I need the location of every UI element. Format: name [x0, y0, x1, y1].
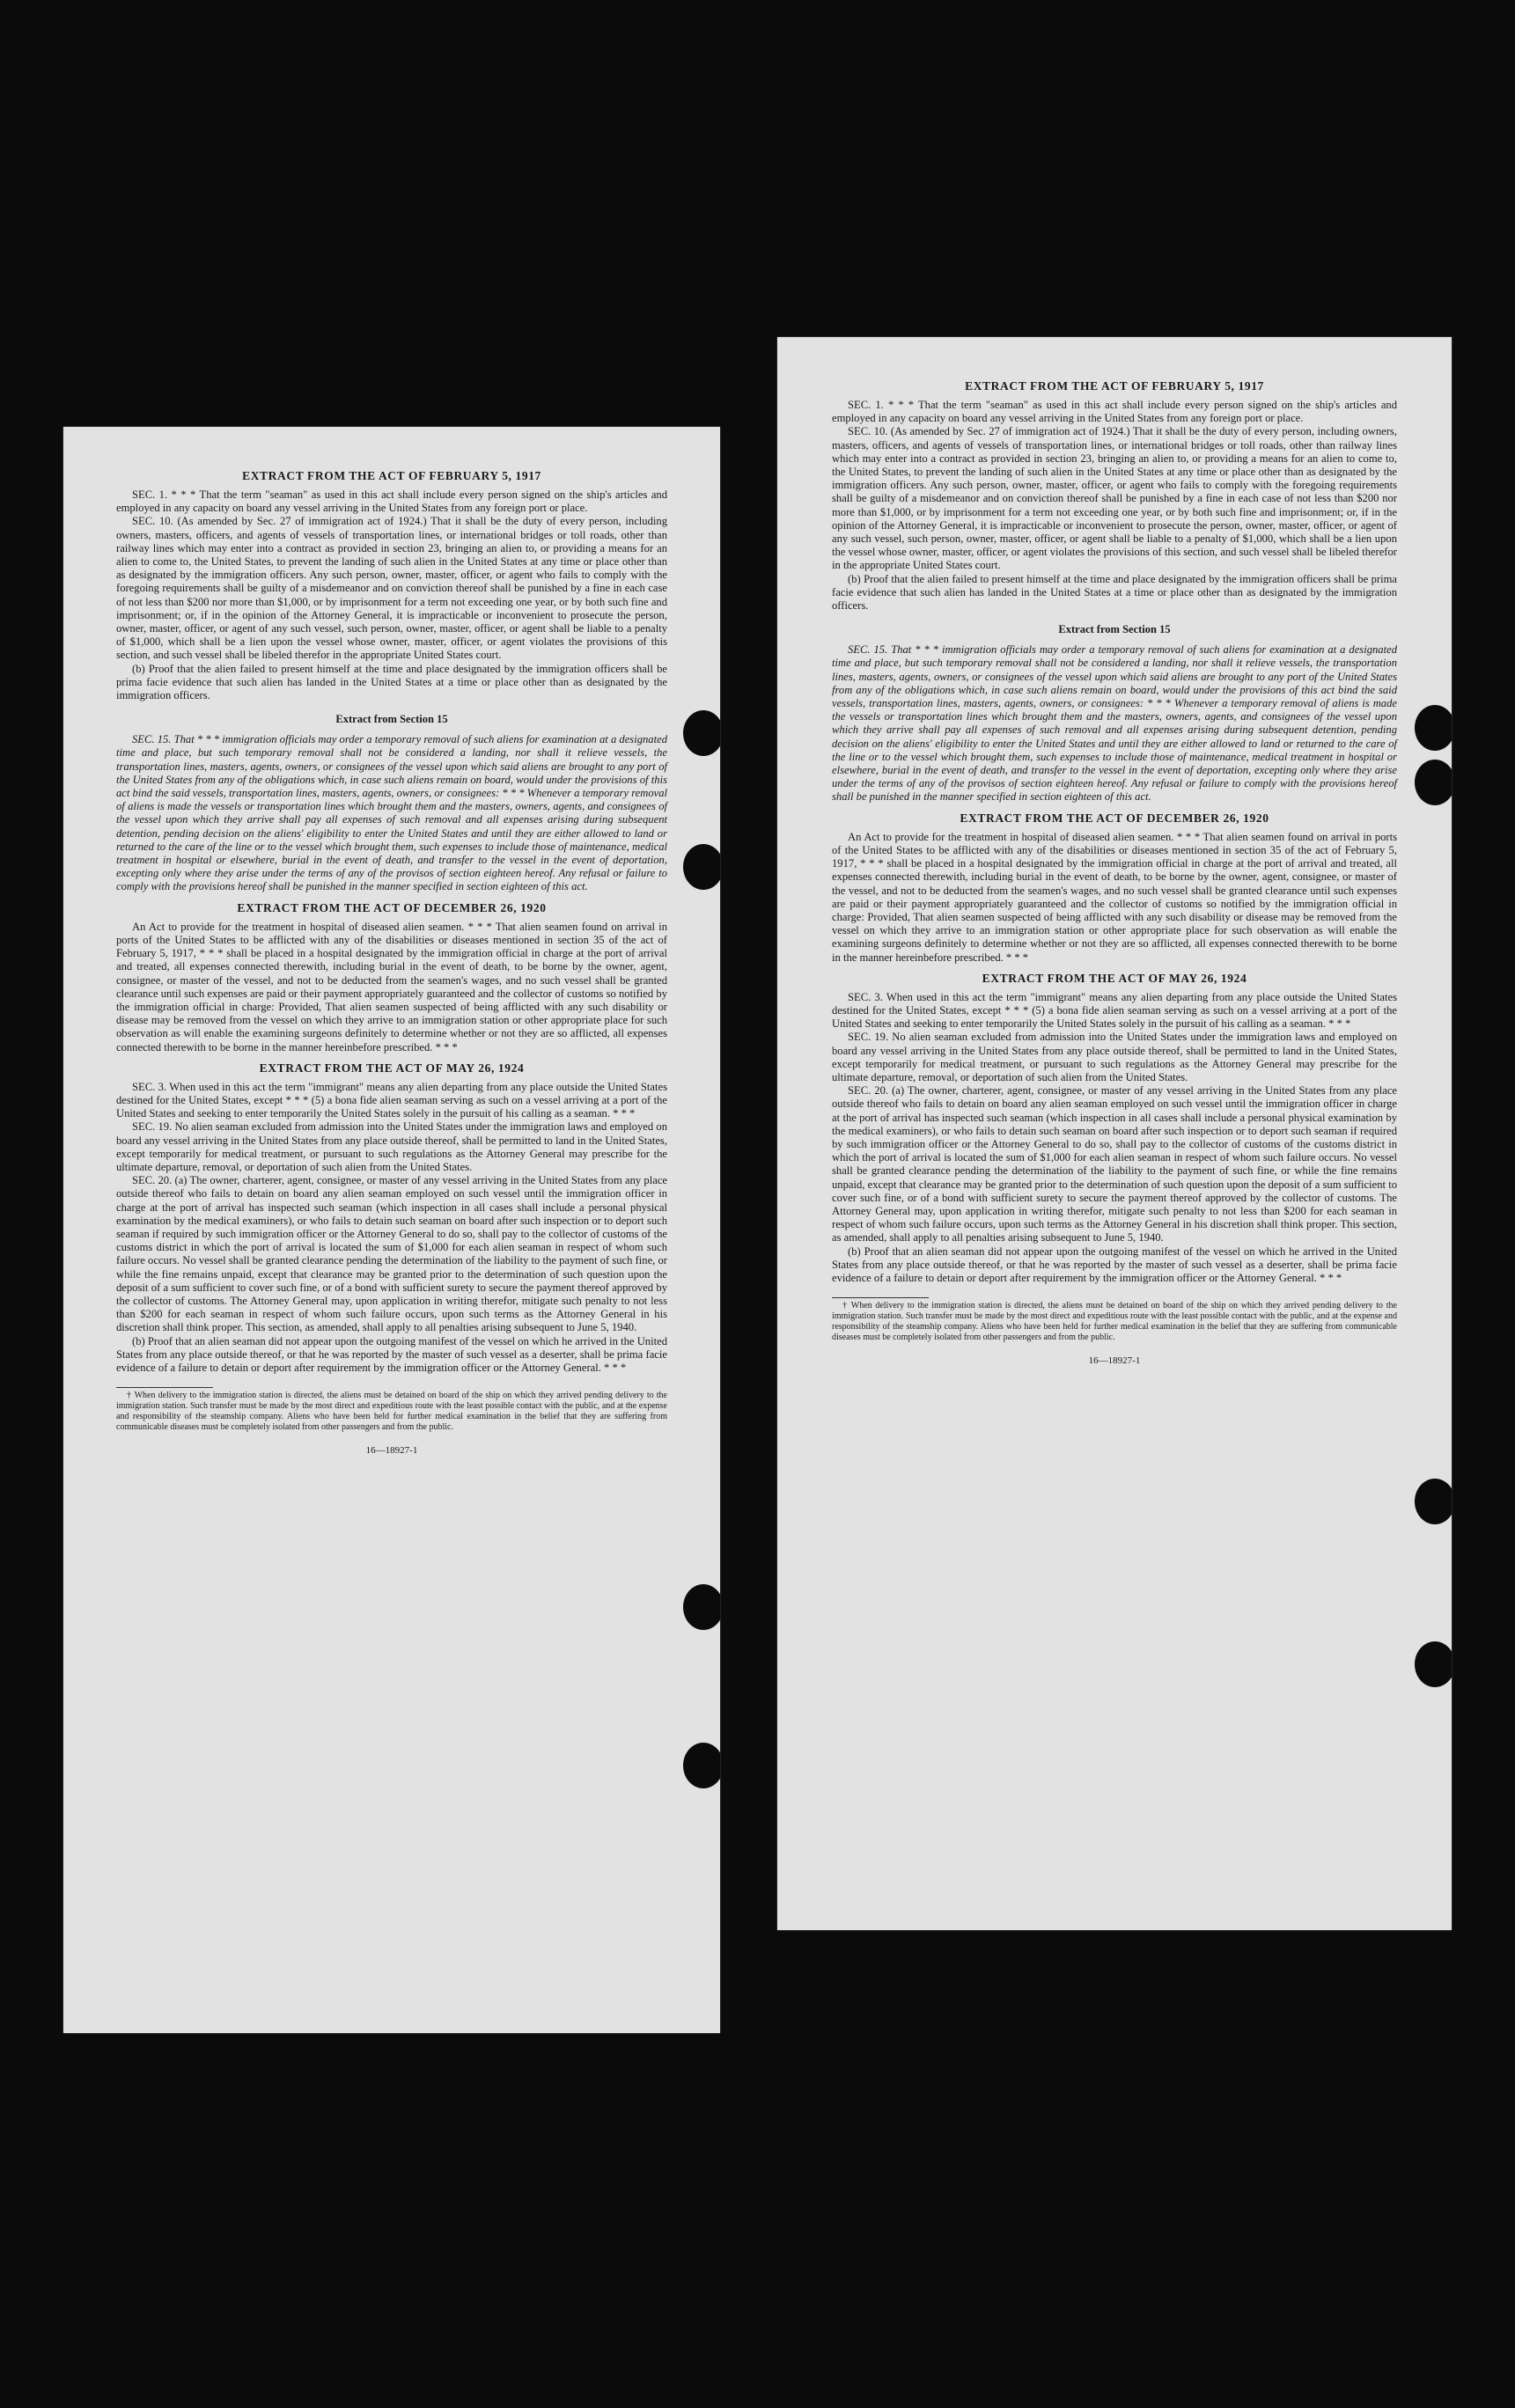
section-20a-text: SEC. 20. (a) The owner, charterer, agent, consignee, or master of any vessel arriving in the United States from any place outside thereof who fails to detain on board any alien seaman employed on such vessel until the immigration officer in charge at the port of arrival has inspected such seaman (which inspection in all cases shall include a personal physical examination by the medical examiners), or who fails to detain such seaman on board after such inspection or to deport such seaman if required by such immigration officer or the Attorney General to do so, shall pay to the collector of customs of the customs district in which the port of arrival is located the sum of $1,000 for each alien seaman in respect of whom such failure occurs. No vessel shall be granted clearance pending the determination of the liability to the payment of such fine, or while the fine remains unpaid, except that clearance may be granted prior to the determination of such question upon the deposit of a sum sufficient to cover such fine, or of a bond with sufficient surety to secure the payment thereof approved by the collector of customs. The Attorney General may, upon application in writing therefor, mitigate such penalty to not less than $200 for each seaman in respect of whom such failure occurs, upon such terms as the Attorney General in his discretion shall think proper. This section, as amended, shall apply to all penalties arising subsequent to June 5, 1940. — [116, 1174, 667, 1334]
punch-hole — [1415, 1641, 1452, 1687]
act-1920-text: An Act to provide for the treatment in hospital of diseased alien seamen. * * * That alien seamen found on arrival in ports of the United States to be afflicted with any of the disabilities or diseases mentioned in section 35 of the act of February 5, 1917, * * * shall be placed in a hospital designated by the immigration official in charge at the port of arrival and treated, all expenses connected therewith, including burial in the event of death, to be borne by the owner, agent, consignee, or master of the vessel, and not to be deducted from the seamen's wages, and no such vessel shall be granted clearance until such expenses are paid or their payment appropriately guaranteed and the collector of customs so notified by the immigration official in charge: Provided, That alien seamen suspected of being afflicted with any such disability or disease may be removed from the vessel on which they arrive to an immigration station or other appropriate place for such observation as will enable the examining surgeons definitely to determine whether or not they are so afflicted, all expenses connected therewith to be borne in the manner hereinbefore prescribed. * * * — [116, 920, 667, 1054]
act-1920-text: An Act to provide for the treatment in hospital of diseased alien seamen. * * * That alien seamen found on arrival in ports of the United States to be afflicted with any of the disabilities or diseases mentioned in section 35 of the act of February 5, 1917, * * * shall be placed in a hospital designated by the immigration official in charge at the port of arrival and treated, all expenses connected therewith, including burial in the event of death, to be borne by the owner, agent, consignee, or master of the vessel, and not to be deducted from the seamen's wages, and no such vessel shall be granted clearance until such expenses are paid or their payment appropriately guaranteed and the collector of customs so notified by the immigration official in charge: Provided, That alien seamen suspected of being afflicted with any such disability or disease may be removed from the vessel on which they arrive to an immigration station or other appropriate place for such observation as will enable the examining surgeons definitely to determine whether or not they are so afflicted, all expenses connected therewith to be borne in the manner hereinbefore prescribed. * * * — [832, 830, 1397, 964]
punch-hole — [1415, 1479, 1452, 1524]
punch-hole — [683, 710, 720, 756]
form-number: 16—18927-1 — [1088, 1355, 1141, 1367]
subheading-section-15: Extract from Section 15 — [335, 713, 448, 726]
section-1-text: SEC. 1. * * * That the term "seaman" as used in this act shall include every person signed on the ship's articles and employed in any capacity on board any vessel arriving in the United States from any foreign port or place. — [832, 399, 1397, 425]
section-10-text: SEC. 10. (As amended by Sec. 27 of immigration act of 1924.) That it shall be the duty of every person, including owners, masters, officers, and agents of vessels of transportation lines, or international bridges or toll roads, other than railway lines which may enter into a contract as provided in section 23, bringing an alien to, or providing a means for an alien to come to, the United States, to prevent the landing of such alien in the United States at any time or place other than as designated by the immigration officers. Any such person, owner, master, officer, or agent who fails to comply with the foregoing requirements shall be guilty of a misdemeanor and on conviction thereof shall be punished by a fine in each case of not less than $200 nor more than $1,000, or by imprisonment for a term not exceeding one year, or by both such fine and imprisonment; or, if in the opinion of the Attorney General, it is impracticable or inconvenient to prosecute the person, owner, master, officer, or agent of any such vessel, such person, owner, master, officer, or agent shall be liable to a penalty of $1,000, which shall be a lien upon the vessel whose owner, master, officer, or agent violates the provisions of this section, and such vessel shall be libeled therefor in the appropriate United States court. — [832, 425, 1397, 572]
section-15-text: SEC. 15. That * * * immigration officials may order a temporary removal of such aliens for examination at a designated time and place, but such temporary removal shall not be considered a landing, nor shall it relieve vessels, the transportation lines, masters, agents, owners, or consignees of the vessel upon which said aliens are brought to any port of the United States from any of the obligations which, in case such aliens remain on board, would under the provisions of this act bind the said vessels, transportation lines, masters, agents, owners, or consignees: * * * Whenever a temporary removal of aliens is made the vessels or transportation lines which brought them and the masters, owners, agents, and consignees of the vessel upon which they arrive shall pay all expenses of such removal and all expenses arising during subsequent detention, pending decision on the aliens' eligibility to enter the United States and until they are either allowed to land or returned to the care of the line or to the vessel which brought them, such expenses to include those of maintenance, medical treatment in hospital or elsewhere, burial in the event of death, and transfer to the vessel in the event of deportation, excepting only where they arise under the terms of any of the provisos of section eighteen hereof. Any refusal or failure to comply with the provisions hereof shall be punished in the manner specified in section eighteen of this act. — [116, 733, 667, 893]
document-page-right — [777, 337, 1452, 1930]
heading-act-1920: EXTRACT FROM THE ACT OF DECEMBER 26, 1920 — [960, 811, 1269, 825]
section-20b-text: (b) Proof that an alien seaman did not appear upon the outgoing manifest of the vessel on which he arrived in the United States from any place outside thereof, or that he was reported by the master of such vessel as a deserter, shall be prima facie evidence of a failure to detain or deport after requirement by the immigration officer or the Attorney General. * * * — [116, 1334, 667, 1374]
section-20a-text: SEC. 20. (a) The owner, charterer, agent, consignee, or master of any vessel arriving in the United States from any place outside thereof who fails to detain on board any alien seaman employed on such vessel until the immigration officer in charge at the port of arrival has inspected such seaman (which inspection in all cases shall include a personal physical examination by the medical examiners), or who fails to detain such seaman on board after such inspection or to deport such seaman if required by such immigration officer or the Attorney General to do so, shall pay to the collector of customs of the customs district in which the port of arrival is located the sum of $1,000 for each alien seaman in respect of whom such failure occurs. No vessel shall be granted clearance pending the determination of the liability to the payment of such fine, or while the fine remains unpaid, except that clearance may be granted prior to the determination of such question upon the deposit of a sum sufficient to cover such fine, or of a bond with sufficient surety to secure the payment thereof approved by the collector of customs. The Attorney General may, upon application in writing therefor, mitigate such penalty to not less than $200 for each seaman in respect of whom such failure occurs, upon such terms as the Attorney General in his discretion shall think proper. This section, as amended, shall apply to all penalties arising subsequent to June 5, 1940. — [832, 1084, 1397, 1244]
heading-act-1917: EXTRACT FROM THE ACT OF FEBRUARY 5, 1917 — [965, 379, 1264, 393]
punch-hole — [683, 844, 720, 890]
heading-act-1917: EXTRACT FROM THE ACT OF FEBRUARY 5, 1917 — [242, 469, 541, 482]
section-1-text: SEC. 1. * * * That the term "seaman" as used in this act shall include every person signed on the ship's articles and employed in any capacity on board any vessel arriving in the United States from any foreign port or place. — [116, 488, 667, 515]
footnote: † When delivery to the immigration station is directed, the aliens must be detained on board of the ship on which they arrived pending delivery to the immigration station. Such transfer must be made by the most direct and expeditious route with the least possible contact with the public, and at the expense and responsibility of the steamship company. Aliens who have been held for further medical examination in the belief that they are suffering from communicable diseases must be completely isolated from other passengers and from the public. — [116, 1387, 667, 1433]
section-19-text: SEC. 19. No alien seaman excluded from admission into the United States under the immigration laws and employed on board any vessel arriving in the United States from any place outside thereof, shall be permitted to land in the United States, except temporarily for medical treatment, or pursuant to such regulations as the Attorney General may prescribe for the ultimate departure, removal, or deportation of such alien from the United States. — [116, 1120, 667, 1173]
subheading-section-15: Extract from Section 15 — [1058, 623, 1171, 636]
heading-act-1924: EXTRACT FROM THE ACT OF MAY 26, 1924 — [259, 1061, 525, 1075]
section-3-text: SEC. 3. When used in this act the term "immigrant" means any alien departing from any place outside the United States destined for the United States, except * * * (5) a bona fide alien seaman serving as such on a vessel arriving at a port of the United States and seeking to enter temporarily the United States solely in the pursuit of his calling as a seaman. * * * — [116, 1080, 667, 1120]
heading-act-1924: EXTRACT FROM THE ACT OF MAY 26, 1924 — [982, 971, 1247, 985]
section-20b-text: (b) Proof that an alien seaman did not appear upon the outgoing manifest of the vessel on which he arrived in the United States from any place outside thereof, or that he was reported by the master of such vessel as a deserter, shall be prima facie evidence of a failure to detain or deport after requirement by the immigration officer or the Attorney General. * * * — [832, 1244, 1397, 1284]
section-10b-text: (b) Proof that the alien failed to present himself at the time and place designated by the immigration officers shall be prima facie evidence that such alien has landed in the United States at a time or place other than as designated by the immigration officers. — [116, 662, 667, 702]
heading-act-1920: EXTRACT FROM THE ACT OF DECEMBER 26, 1920 — [237, 900, 547, 914]
document-page-left — [63, 427, 720, 2033]
footnote: † When delivery to the immigration station is directed, the aliens must be detained on board of the ship on which they arrived pending delivery to the immigration station. Such transfer must be made by the most direct and expeditious route with the least possible contact with the public, and at the expense and responsibility of the steamship company. Aliens who have been held for further medical examination in the belief that they are suffering from communicable diseases must be completely isolated from other passengers and from the public. — [832, 1297, 1397, 1343]
form-number: 16—18927-1 — [365, 1445, 418, 1457]
section-3-text: SEC. 3. When used in this act the term "immigrant" means any alien departing from any place outside the United States destined for the United States, except * * * (5) a bona fide alien seaman serving as such on a vessel arriving at a port of the United States and seeking to enter temporarily the United States solely in the pursuit of his calling as a seaman. * * * — [832, 990, 1397, 1031]
section-15-text: SEC. 15. That * * * immigration officials may order a temporary removal of such aliens for examination at a designated time and place, but such temporary removal shall not be considered a landing, nor shall it relieve vessels, the transportation lines, masters, agents, owners, or consignees of the vessel upon which said aliens are brought to any port of the United States from any of the obligations which, in case such aliens remain on board, would under the provisions of this act bind the said vessels, transportation lines, masters, agents, owners, or consignees: * * * Whenever a temporary removal of aliens is made the vessels or transportation lines which brought them and the masters, owners, agents, and consignees of the vessel upon which they arrive shall pay all expenses of such removal and all expenses arising during subsequent detention, pending decision on the aliens' eligibility to enter the United States and until they are either allowed to land or returned to the care of the line or to the vessel which brought them, such expenses to include those of maintenance, medical treatment in hospital or elsewhere, burial in the event of death, and transfer to the vessel in the event of deportation, excepting only where they arise under the terms of any of the provisos of section eighteen hereof. Any refusal or failure to comply with the provisions hereof shall be punished in the manner specified in section eighteen of this act. — [832, 643, 1397, 804]
punch-hole — [683, 1584, 720, 1630]
punch-hole — [1415, 705, 1452, 751]
punch-hole — [1415, 760, 1452, 805]
section-19-text: SEC. 19. No alien seaman excluded from admission into the United States under the immigration laws and employed on board any vessel arriving in the United States from any place outside thereof, shall be permitted to land in the United States, except temporarily for medical treatment, or pursuant to such regulations as the Attorney General may prescribe for the ultimate departure, removal, or deportation of such alien from the United States. — [832, 1031, 1397, 1083]
section-10b-text: (b) Proof that the alien failed to present himself at the time and place designated by the immigration officers shall be prima facie evidence that such alien has landed in the United States at a time or place other than as designated by the immigration officers. — [832, 572, 1397, 613]
punch-hole — [683, 1743, 720, 1788]
section-10-text: SEC. 10. (As amended by Sec. 27 of immigration act of 1924.) That it shall be the duty of every person, including owners, masters, officers, and agents of vessels of transportation lines, or international bridges or toll roads, other than railway lines which may enter into a contract as provided in section 23, bringing an alien to, or providing a means for an alien to come to, the United States, to prevent the landing of such alien in the United States at any time or place other than as designated by the immigration officers. Any such person, owner, master, officer, or agent who fails to comply with the foregoing requirements shall be guilty of a misdemeanor and on conviction thereof shall be punished by a fine in each case of not less than $200 nor more than $1,000, or by imprisonment for a term not exceeding one year, or by both such fine and imprisonment; or, if in the opinion of the Attorney General, it is impracticable or inconvenient to prosecute the person, owner, master, officer, or agent of any such vessel, such person, owner, master, officer, or agent shall be liable to a penalty of $1,000, which shall be a lien upon the vessel whose owner, master, officer, or agent violates the provisions of this section, and such vessel shall be libeled therefor in the appropriate United States court. — [116, 515, 667, 662]
